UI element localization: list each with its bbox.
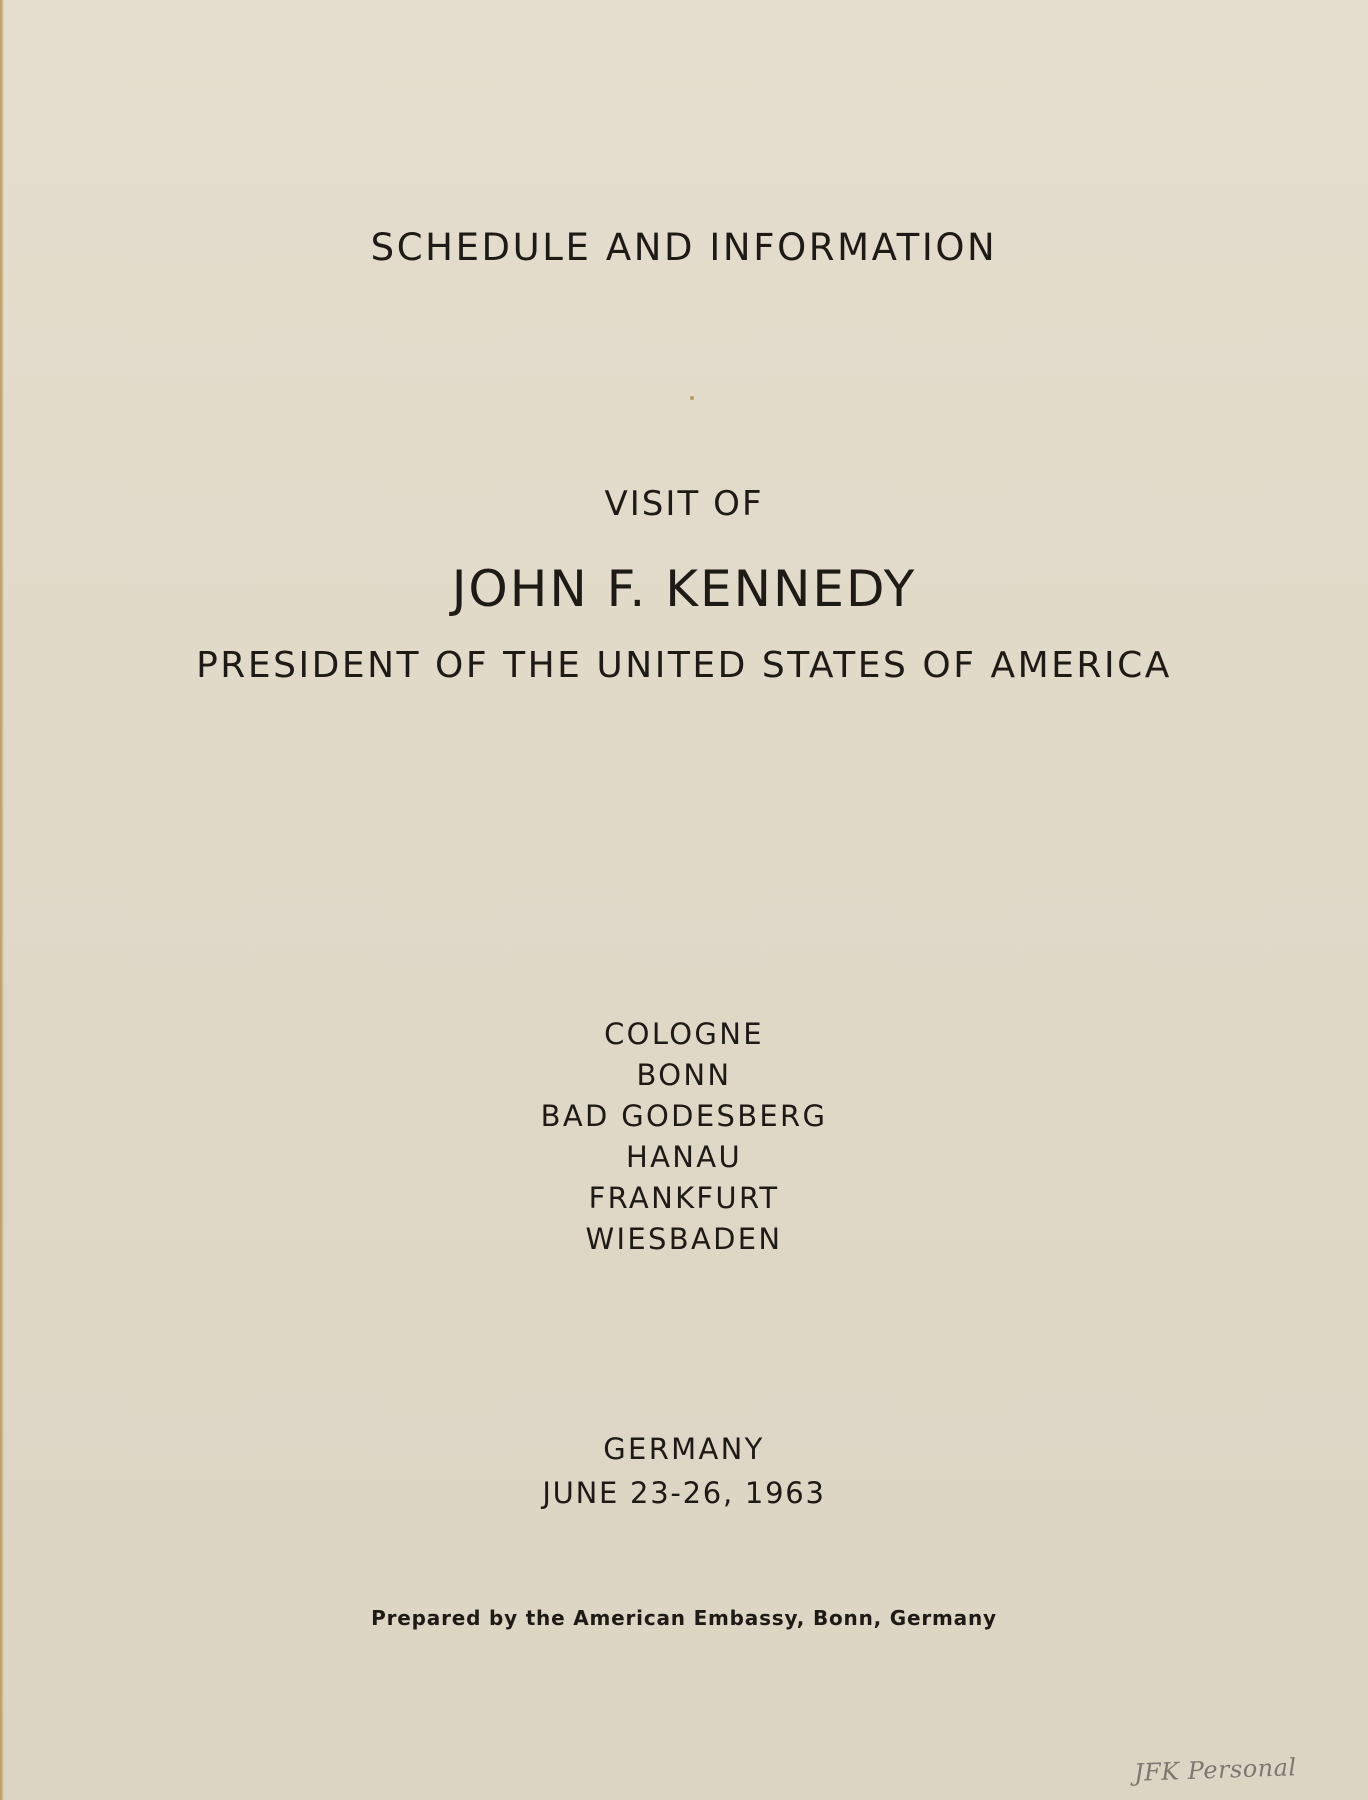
president-name: JOHN F. KENNEDY — [451, 560, 917, 618]
visit-dates: JUNE 23-26, 1963 — [542, 1476, 826, 1510]
city-item: COLOGNE — [604, 1017, 764, 1051]
visit-of-heading: VISIT OF — [604, 484, 764, 524]
document-title: SCHEDULE AND INFORMATION — [370, 226, 998, 269]
paper-speck — [690, 396, 694, 400]
city-item: HANAU — [625, 1140, 742, 1174]
city-list — [0, 1014, 1368, 1260]
city-item: WIESBADEN — [585, 1222, 783, 1256]
binding-edge — [0, 0, 4, 1800]
prepared-by-line: Prepared by the American Embassy, Bonn, Germany — [371, 1606, 997, 1630]
city-item: FRANKFURT — [588, 1181, 780, 1215]
president-title: PRESIDENT OF THE UNITED STATES OF AMERICA — [196, 645, 1172, 686]
handwritten-annotation: JFK Personal — [1133, 1753, 1297, 1787]
country-label: GERMANY — [603, 1432, 765, 1466]
city-item: BONN — [636, 1058, 732, 1092]
city-item: BAD GODESBERG — [540, 1099, 828, 1133]
